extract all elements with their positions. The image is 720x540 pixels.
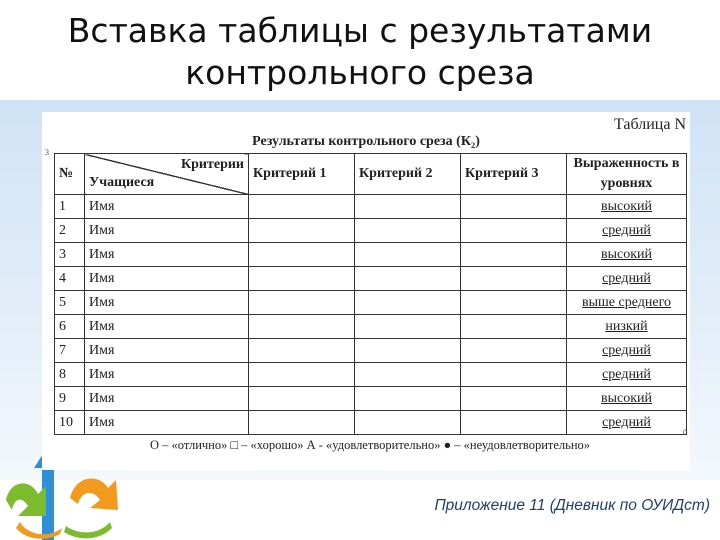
slide-title-line-2: контрольного среза <box>185 53 535 92</box>
slide-title-line-1: Вставка таблицы с результатами <box>67 11 653 50</box>
row-level-text: высокий <box>600 246 653 262</box>
row-criterion-3 <box>461 411 567 435</box>
slide-title <box>0 10 720 94</box>
row-criterion-1 <box>249 339 355 363</box>
table-body <box>55 195 687 435</box>
row-criterion-2 <box>355 363 461 387</box>
row-number: 2 <box>55 219 85 243</box>
row-criterion-3 <box>461 339 567 363</box>
row-criterion-3 <box>461 219 567 243</box>
row-student-name: Имя <box>85 315 249 339</box>
row-level-text: средний <box>602 414 651 430</box>
table-heading: Результаты контрольного среза (К₂) <box>252 134 480 149</box>
row-level-text: высокий <box>600 390 653 406</box>
row-level <box>567 339 687 363</box>
row-student-name: Имя <box>85 267 249 291</box>
row-criterion-2 <box>355 339 461 363</box>
row-criterion-2 <box>355 411 461 435</box>
row-number: 8 <box>55 363 85 387</box>
row-student-name: Имя <box>85 195 249 219</box>
appendix-footer: Приложение 11 (Дневник по ОУИДст) <box>434 497 710 514</box>
row-level-text: средний <box>602 342 651 358</box>
row-level-text: средний <box>602 270 651 286</box>
row-criterion-1 <box>249 363 355 387</box>
row-criterion-3 <box>461 291 567 315</box>
header-criterion-1: Критерий 1 <box>249 154 355 195</box>
row-level <box>567 219 687 243</box>
decor-green-curve <box>64 522 112 538</box>
table-caption: Таблица N <box>614 116 686 133</box>
row-level <box>567 267 687 291</box>
row-level-text: низкий <box>605 318 648 334</box>
header-num: № <box>55 154 85 195</box>
row-criterion-3 <box>461 315 567 339</box>
document-table-image <box>42 112 690 470</box>
row-level <box>567 387 687 411</box>
row-student-name: Имя <box>85 219 249 243</box>
table-row <box>55 339 687 363</box>
row-level <box>567 243 687 267</box>
row-student-name: Имя <box>85 387 249 411</box>
table-row <box>55 363 687 387</box>
row-criterion-1 <box>249 315 355 339</box>
row-criterion-2 <box>355 387 461 411</box>
row-student-name: Имя <box>85 363 249 387</box>
margin-mark-right: 0 <box>683 428 687 437</box>
results-table <box>54 153 687 435</box>
row-criterion-3 <box>461 195 567 219</box>
decor-orange-curve <box>16 522 62 539</box>
row-student-name: Имя <box>85 339 249 363</box>
row-criterion-2 <box>355 315 461 339</box>
header-criterion-3: Критерий 3 <box>461 154 567 195</box>
row-criterion-1 <box>249 219 355 243</box>
table-row <box>55 195 687 219</box>
row-level-text: выше среднего <box>582 294 671 310</box>
decor-green-arrow <box>6 483 46 516</box>
row-number: 4 <box>55 267 85 291</box>
row-number: 6 <box>55 315 85 339</box>
row-criterion-1 <box>249 387 355 411</box>
row-level-text: высокий <box>600 198 653 214</box>
table-row <box>55 315 687 339</box>
row-criterion-1 <box>249 411 355 435</box>
row-level <box>567 315 687 339</box>
table-row <box>55 291 687 315</box>
row-level <box>567 411 687 435</box>
row-number: 7 <box>55 339 85 363</box>
row-student-name: Имя <box>85 411 249 435</box>
row-number: 3 <box>55 243 85 267</box>
header-criterion-2: Критерий 2 <box>355 154 461 195</box>
row-criterion-3 <box>461 387 567 411</box>
row-level <box>567 291 687 315</box>
row-student-name: Имя <box>85 243 249 267</box>
row-criterion-1 <box>249 195 355 219</box>
table-row <box>55 219 687 243</box>
row-criterion-2 <box>355 219 461 243</box>
row-number: 10 <box>55 411 85 435</box>
table-row <box>55 267 687 291</box>
margin-mark-left: 3 <box>45 148 49 157</box>
row-level <box>567 363 687 387</box>
row-criterion-1 <box>249 243 355 267</box>
header-students: Учащиеся <box>89 175 155 190</box>
row-criterion-2 <box>355 243 461 267</box>
grade-legend: О – «отлично» □ – «хорошо» А - «удовлетворительно» ● – «неудовлетворительно» <box>149 438 591 452</box>
row-criterion-1 <box>249 291 355 315</box>
row-criterion-2 <box>355 291 461 315</box>
row-number: 1 <box>55 195 85 219</box>
row-student-name: Имя <box>85 291 249 315</box>
row-criterion-3 <box>461 363 567 387</box>
table-row <box>55 387 687 411</box>
row-criterion-3 <box>461 243 567 267</box>
table-row <box>55 243 687 267</box>
row-criterion-2 <box>355 195 461 219</box>
decor-orange-arrow <box>70 479 118 510</box>
table-row <box>55 411 687 435</box>
row-number: 5 <box>55 291 85 315</box>
row-level-text: средний <box>602 222 651 238</box>
row-criterion-2 <box>355 267 461 291</box>
row-level-text: средний <box>602 366 651 382</box>
row-criterion-3 <box>461 267 567 291</box>
row-level <box>567 195 687 219</box>
row-criterion-1 <box>249 267 355 291</box>
row-number: 9 <box>55 387 85 411</box>
header-criteria: Критерии <box>180 157 244 172</box>
header-diagonal-cell <box>85 154 249 195</box>
header-level: Выраженность в уровнях <box>567 154 687 195</box>
